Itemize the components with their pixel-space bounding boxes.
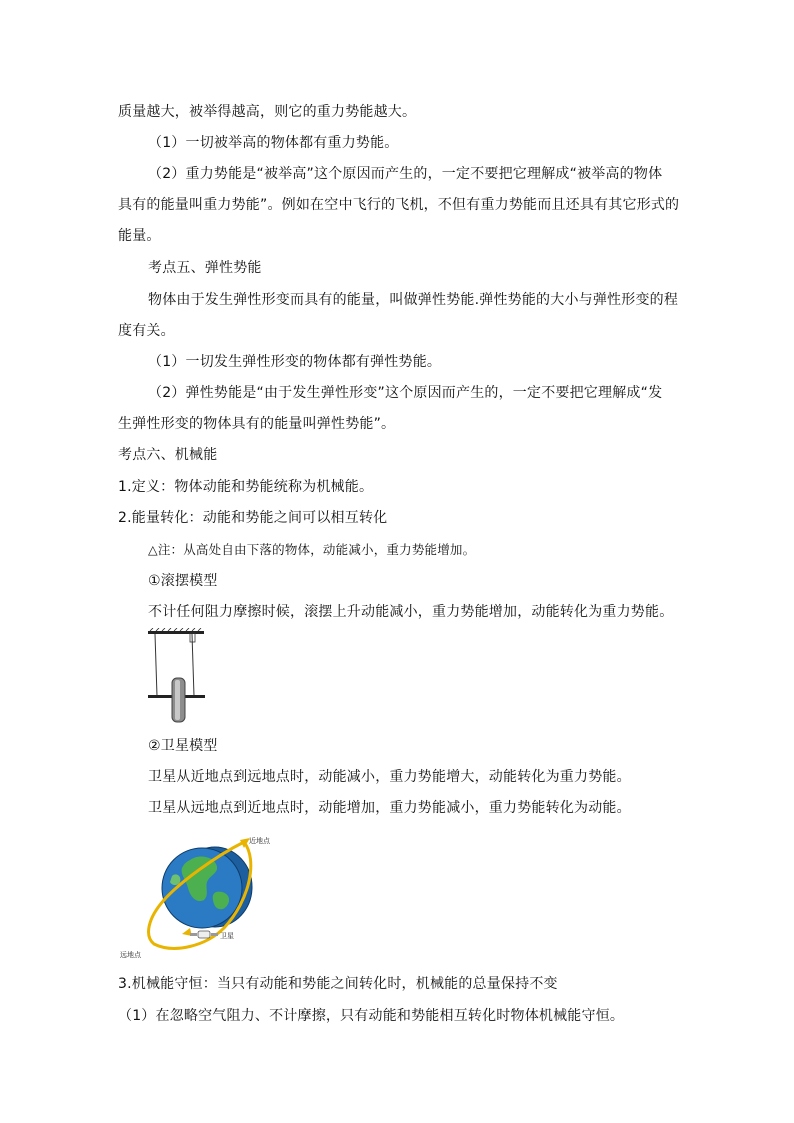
text-line: 不计任何阻力摩擦时候，滚摆上升动能减小，重力势能增加，动能转化为重力势能。	[148, 604, 674, 620]
text-line: 能量。	[118, 228, 161, 244]
text-line: 度有关。	[118, 323, 175, 339]
pendulum-support-bar	[148, 631, 204, 634]
satellite-label: 卫星	[220, 933, 234, 940]
text-line: 质量越大，被举得越高，则它的重力势能越大。	[118, 104, 417, 120]
wheel-highlight	[175, 680, 180, 720]
text-line: （2）重力势能是“被举高”这个原因而产生的，一定不要把它理解成“被举高的物体	[148, 166, 663, 182]
pendulum-hatching	[150, 628, 201, 631]
text-line: 卫星从近地点到远地点时，动能减小，重力势能增大，动能转化为重力势能。	[148, 769, 631, 785]
model-heading: ②卫星模型	[148, 738, 218, 754]
text-line: 2.能量转化：动能和势能之间可以相互转化	[118, 510, 388, 526]
section-heading: 考点六、机械能	[118, 447, 218, 463]
satellite-figure	[120, 830, 280, 958]
text-line: （1）在忽略空气阻力、不计摩擦，只有动能和势能相互转化时物体机械能守恒。	[118, 1008, 625, 1024]
text-line: 卫星从远地点到近地点时，动能增加，重力势能减小，重力势能转化为动能。	[148, 800, 631, 816]
text-line: 3.机械能守恒：当只有动能和势能之间转化时，机械能的总量保持不变	[118, 976, 558, 992]
pendulum-string	[192, 634, 194, 696]
text-line: （1）一切被举高的物体都有重力势能。	[148, 135, 399, 151]
pendulum-figure	[146, 628, 208, 726]
text-line: 1.定义：物体动能和势能统称为机械能。	[118, 479, 374, 495]
text-line: 物体由于发生弹性形变而具有的能量，叫做弹性势能.弹性势能的大小与弹性形变的程	[148, 292, 679, 308]
section-heading: 考点五、弹性势能	[148, 260, 262, 276]
model-heading: ①滚摆模型	[148, 573, 218, 589]
note-line: △注：从高处自由下落的物体，动能减小，重力势能增加。	[148, 542, 476, 557]
text-line: （2）弹性势能是“由于发生弹性形变”这个原因而产生的，一定不要把它理解成“发	[148, 385, 663, 401]
near-point-label: 近地点	[249, 838, 270, 845]
text-line: 生弹性形变的物体具有的能量叫弹性势能”。	[118, 416, 396, 432]
text-line: （1）一切发生弹性形变的物体都有弹性势能。	[148, 354, 442, 370]
text-line: 具有的能量叫重力势能”。例如在空中飞行的飞机，不但有重力势能而且还具有其它形式的	[118, 197, 680, 213]
far-point-label: 远地点	[120, 952, 141, 958]
pendulum-string	[155, 634, 157, 696]
